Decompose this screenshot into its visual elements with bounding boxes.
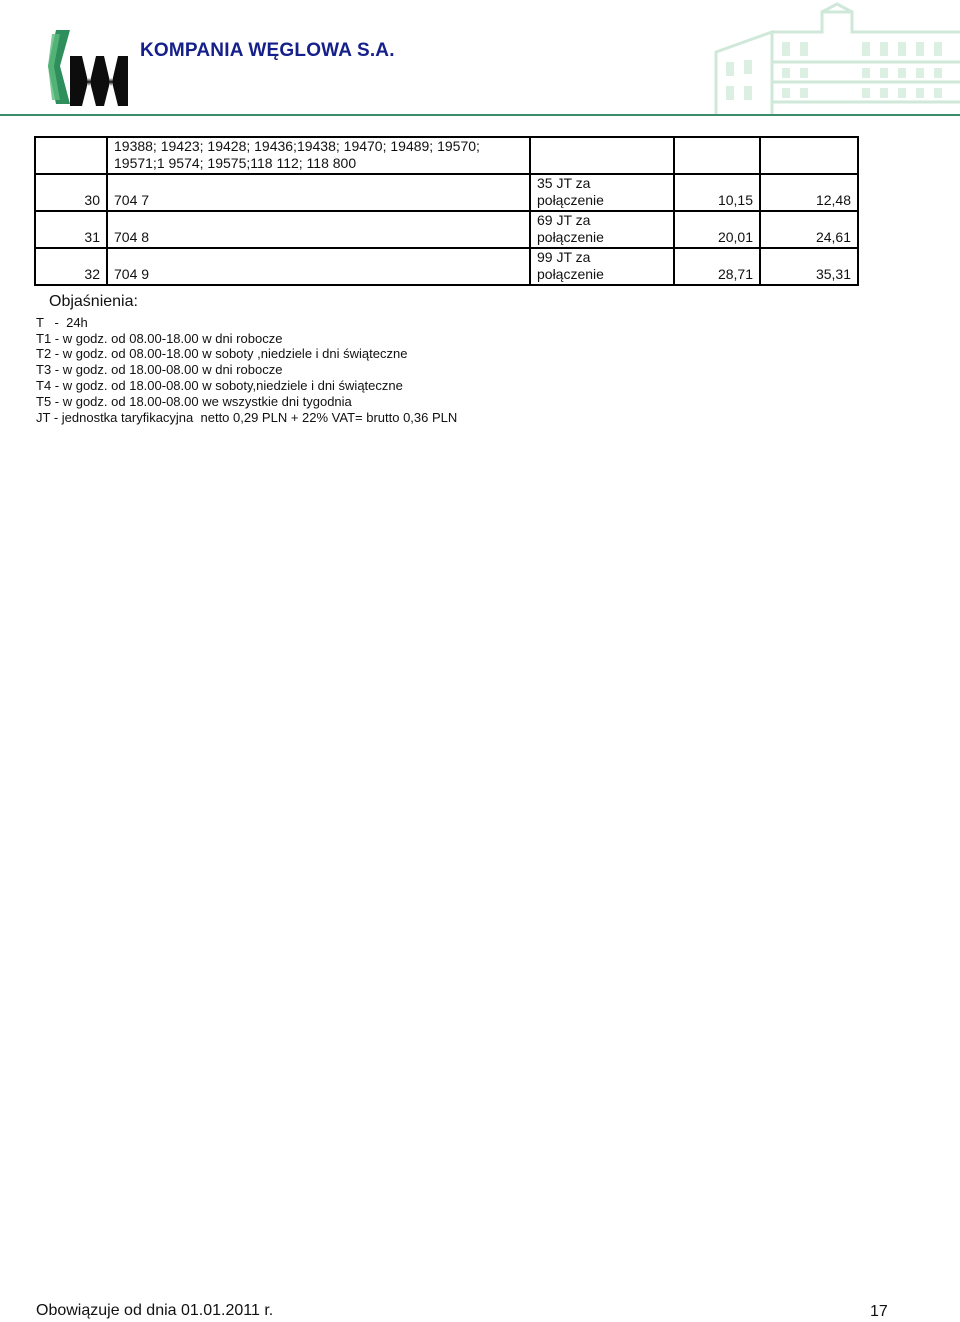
table-row — [35, 137, 858, 174]
legend-line: T3 - w godz. od 18.00-08.00 w dni robocze — [36, 362, 283, 378]
tariff-table — [34, 136, 859, 286]
row-number-cell — [35, 137, 107, 174]
description-cell — [530, 137, 674, 174]
legend-line: T5 - w godz. od 18.00-08.00 we wszystkie dni tygodnia — [36, 393, 352, 409]
price-gross-cell: 12,48 — [760, 174, 858, 211]
building-illustration-icon — [712, 2, 960, 114]
price-gross-cell: 24,61 — [760, 211, 858, 248]
validity-date: Obowiązuje od dnia 01.01.2011 r. — [36, 1302, 274, 1319]
price-gross-cell — [760, 137, 858, 174]
kw-logo-icon — [48, 26, 128, 108]
legend-line: T2 - w godz. od 08.00-18.00 w soboty ,niedziele i dni świąteczne — [36, 346, 408, 362]
table-row — [35, 174, 858, 211]
legend-line: T - 24h — [36, 314, 88, 330]
description-cell: 69 JT za połączenie — [530, 211, 674, 248]
table-row — [35, 211, 858, 248]
row-number-cell: 30 — [35, 174, 107, 211]
number-code-cell: 19388; 19423; 19428; 19436;19438; 19470; 19489; 19570; 19571;1 9574; 19575;118 112; 118 800 — [107, 137, 530, 174]
legend — [36, 294, 457, 425]
price-net-cell: 10,15 — [674, 174, 760, 211]
legend-line: JT - jednostka taryfikacyjna netto 0,29 PLN + 22% VAT= brutto 0,36 PLN — [36, 409, 458, 425]
page-header — [0, 0, 960, 118]
header-divider — [0, 114, 960, 116]
number-code-cell: 704 7 — [107, 174, 530, 211]
price-net-cell: 28,71 — [674, 248, 760, 285]
page-number: 17 — [870, 1303, 888, 1320]
row-number-cell: 31 — [35, 211, 107, 248]
legend-heading: Objaśnienia: — [49, 293, 138, 310]
number-code-cell: 704 8 — [107, 211, 530, 248]
description-cell: 35 JT za połączenie — [530, 174, 674, 211]
price-net-cell: 20,01 — [674, 211, 760, 248]
row-number-cell: 32 — [35, 248, 107, 285]
table-row — [35, 248, 858, 285]
price-net-cell — [674, 137, 760, 174]
company-name: KOMPANIA WĘGLOWA S.A. — [140, 40, 395, 61]
legend-line: T1 - w godz. od 08.00-18.00 w dni robocze — [36, 330, 283, 346]
description-cell: 99 JT za połączenie — [530, 248, 674, 285]
price-gross-cell: 35,31 — [760, 248, 858, 285]
legend-line: T4 - w godz. od 18.00-08.00 w soboty,niedziele i dni świąteczne — [36, 377, 403, 393]
number-code-cell: 704 9 — [107, 248, 530, 285]
